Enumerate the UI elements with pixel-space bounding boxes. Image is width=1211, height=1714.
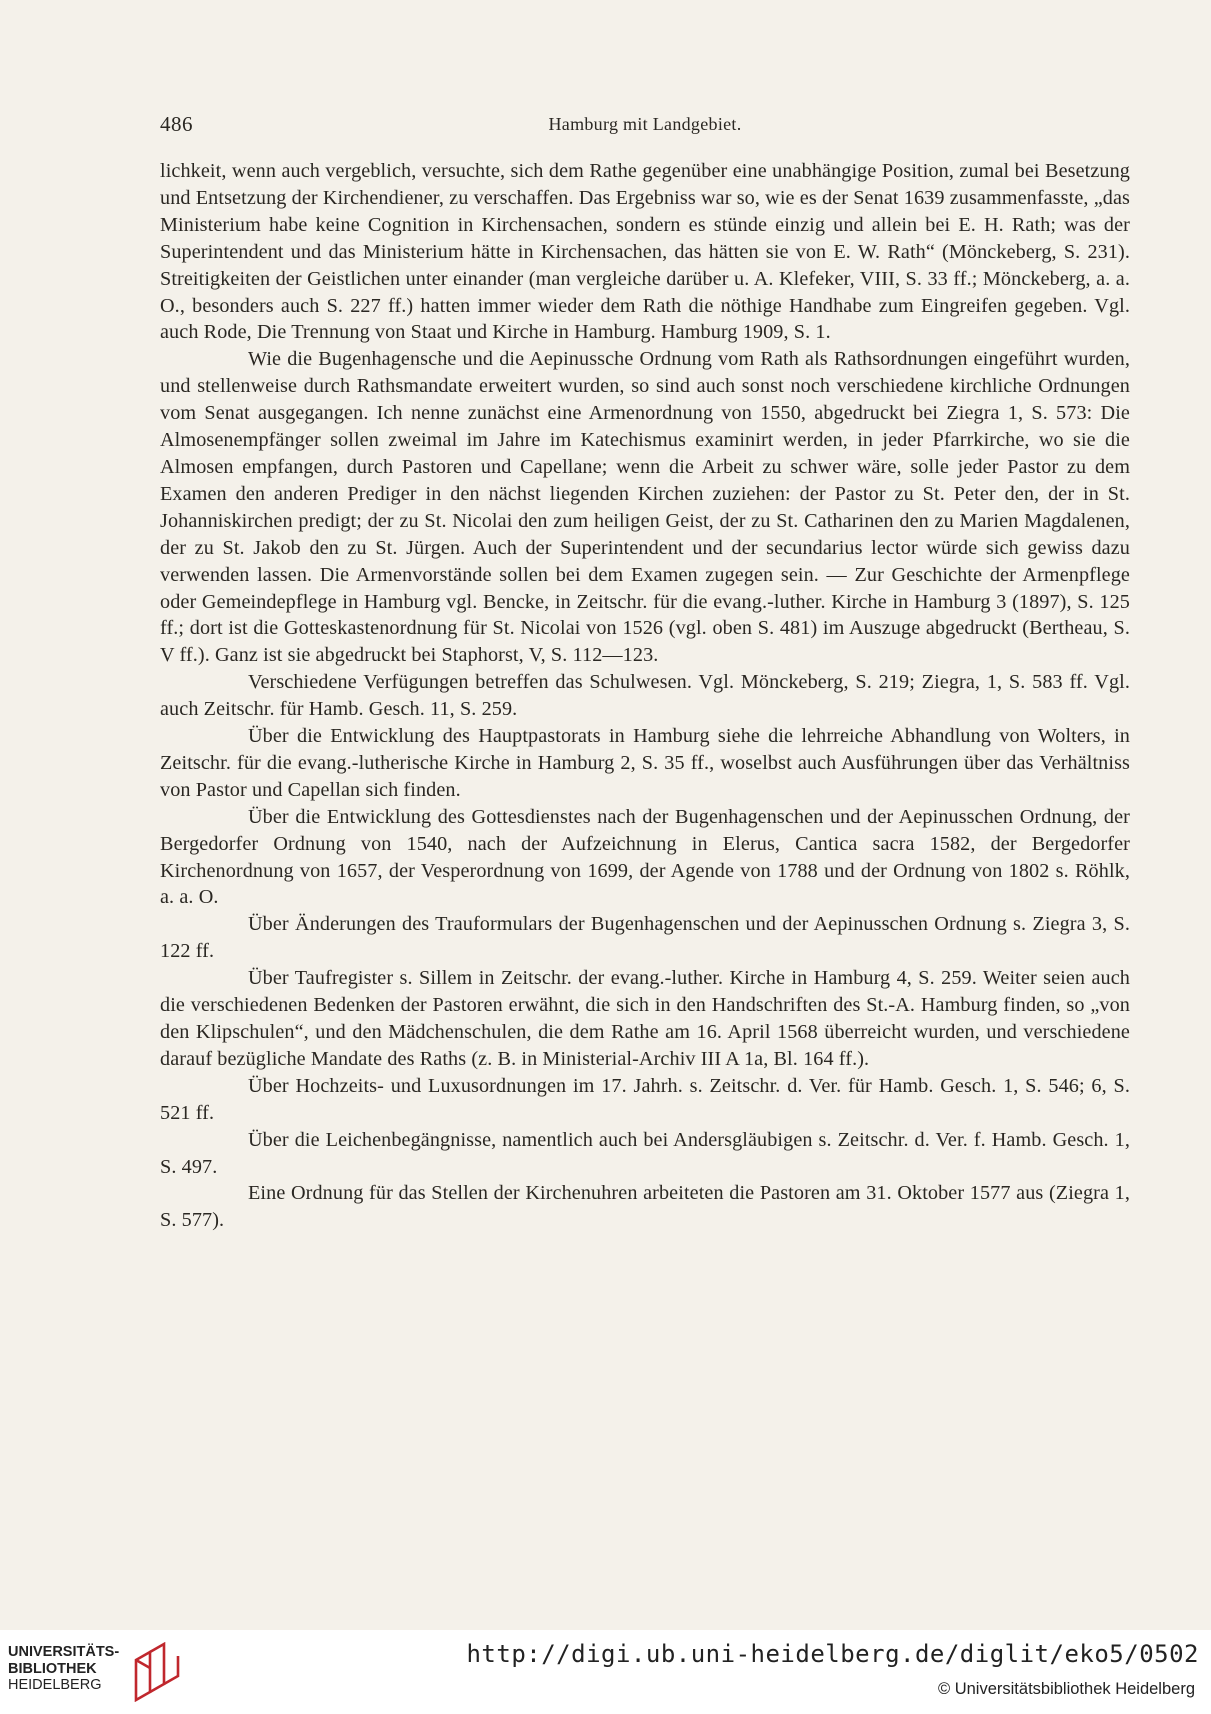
paragraph: Über Taufregister s. Sillem in Zeitschr. der evang.-luther. Kirche in Hamburg 4, S. 259. Weiter seien auch die verschiedenen Bedenken der Pastoren erwähnt, die sich in den Handschriften des St.-A. Hamburg finden, so „von den Klipschulen“, und den Mädchenschulen, die dem Rathe am 16. April 1568 überreicht wurden, und verschiedene darauf bezügliche Mandate des Raths (z. B. in Ministerial-Archiv III A 1a, Bl. 164 ff.). <box>160 967 1130 1070</box>
paragraph: Wie die Bugenhagensche und die Aepinussche Ordnung vom Rath als Rathsordnungen eingeführt wurden, und stellenweise durch Rathsmandate erweitert wurden, so sind auch sonst noch verschiedene kirchliche Ordnungen vom Senat ausgegangen. Ich nenne zunächst eine Armenordnung von 1550, abgedruckt bei Ziegra 1, S. 573: Die Almosenempfänger sollen zweimal im Jahre im Katechismus examinirt werden, in jeder Pfarrkirche, wo sie die Almosen empfangen, durch Pastoren und Capellane; wenn die Arbeit zu schwer wäre, solle jeder Pastor zu dem Examen den anderen Prediger in den nächst liegenden Kirchen zuziehen: der Pastor zu St. Peter den, der in St. Johanniskirchen predigt; der zu St. Nicolai den zum heiligen Geist, der zu St. Catharinen den zu Marien Magdalenen, der zu St. Jakob den zu St. Jürgen. Auch der Superintendent und der secundarius lector würde sich gewiss dazu verwenden lassen. Die Armenvorstände sollen bei dem Examen zugegen sein. — Zur Geschichte der Armenpflege oder Gemeindepflege in Hamburg vgl. Bencke, in Zeitschr. für die evang.-luther. Kirche in Hamburg 3 (1897), S. 125 ff.; dort ist die Gotteskastenordnung für St. Nicolai von 1526 (vgl. oben S. 481) im Auszuge abgedruckt (Bertheau, S. V ff.). Ganz ist sie abgedruckt bei Staphorst, V, S. 112—123. <box>160 348 1130 667</box>
paragraph: Über Hochzeits- und Luxusordnungen im 17. Jahrh. s. Zeitschr. d. Ver. für Hamb. Gesch. 1, S. 546; 6, S. 521 ff. <box>160 1074 1130 1124</box>
paragraph: Über die Entwicklung des Hauptpastorats in Hamburg siehe die lehrreiche Abhandlung von Wolters, in Zeitschr. für die evang.-lutherische Kirche in Hamburg 2, S. 35 ff., woselbst auch Ausführungen über das Verhältniss von Pastor und Capellan sich finden. <box>160 725 1130 801</box>
paragraph: Über Änderungen des Trauformulars der Bugenhagenschen und der Aepinusschen Ordnung s. Ziegra 3, S. 122 ff. <box>160 913 1130 963</box>
paragraph: Verschiedene Verfügungen betreffen das Schulwesen. Vgl. Mönckeberg, S. 219; Ziegra, 1, S. 583 ff. Vgl. auch Zeitschr. für Hamb. Gesch. 11, S. 259. <box>160 671 1130 721</box>
paragraph: Über die Entwicklung des Gottesdienstes nach der Bugenhagenschen und der Aepinusschen Ordnung, der Bergedorfer Ordnung von 1540, nach der Aufzeichnung in Elerus, Cantica sacra 1582, der Bergedorfer Kirchenordnung von 1657, der Vesperordnung von 1699, der Agende von 1788 und der Ordnung von 1802 s. Röhlk, a. a. O. <box>160 805 1130 909</box>
paragraph: Eine Ordnung für das Stellen der Kirchenuhren arbeiteten die Pastoren am 31. Oktober 1577 aus (Ziegra 1, S. 577). <box>160 1182 1130 1232</box>
library-name <box>8 1644 119 1694</box>
library-name-line2: BIBLIOTHEK <box>8 1660 97 1677</box>
paragraph: Über die Leichenbegängnisse, namentlich auch bei Andersgläubigen s. Zeitschr. d. Ver. f. Hamb. Gesch. 1, S. 497. <box>160 1128 1130 1178</box>
copyright-notice: © Universitätsbibliothek Heidelberg <box>937 1680 1195 1698</box>
paragraph: lichkeit, wenn auch vergeblich, versuchte, sich dem Rathe gegenüber eine unabhängige Position, zumal bei Besetzung und Entsetzung der Kirchendiener, zu verschaffen. Das Ergebniss war so, wie es der Senat 1639 zusammenfasste, „das Ministerium habe keine Cognition in Kirchensachen, sondern es stünde einzig und allein bei E. H. Rath; was der Superintendent und das Ministerium hätte in Kirchensachen, das hätten sie von E. W. Rath“ (Mönckeberg, S. 231). Streitigkeiten der Geistlichen unter einander (man vergleiche darüber u. A. Klefeker, VIII, S. 33 ff.; Mönckeberg, a. a. O., besonders auch S. 227 ff.) hatten immer wieder dem Rath die nöthige Handhabe zum Eingreifen gegeben. Vgl. auch Rode, Die Trennung von Staat und Kirche in Hamburg. Hamburg 1909, S. 1. <box>160 160 1130 344</box>
permalink-url[interactable]: http://digi.ub.uni-heidelberg.de/diglit/eko5/0502 <box>466 1640 1199 1668</box>
footer-bar <box>0 1630 1211 1714</box>
library-name-line3: HEIDELBERG <box>8 1677 102 1693</box>
page-number: 486 <box>160 112 193 136</box>
running-title: Hamburg mit Landgebiet. <box>548 114 742 134</box>
running-head <box>160 112 1130 142</box>
body-text <box>160 158 1130 1234</box>
library-logo[interactable] <box>8 1638 188 1708</box>
library-emblem-icon <box>128 1642 188 1702</box>
library-name-line1: UNIVERSITÄTS- <box>8 1644 120 1660</box>
